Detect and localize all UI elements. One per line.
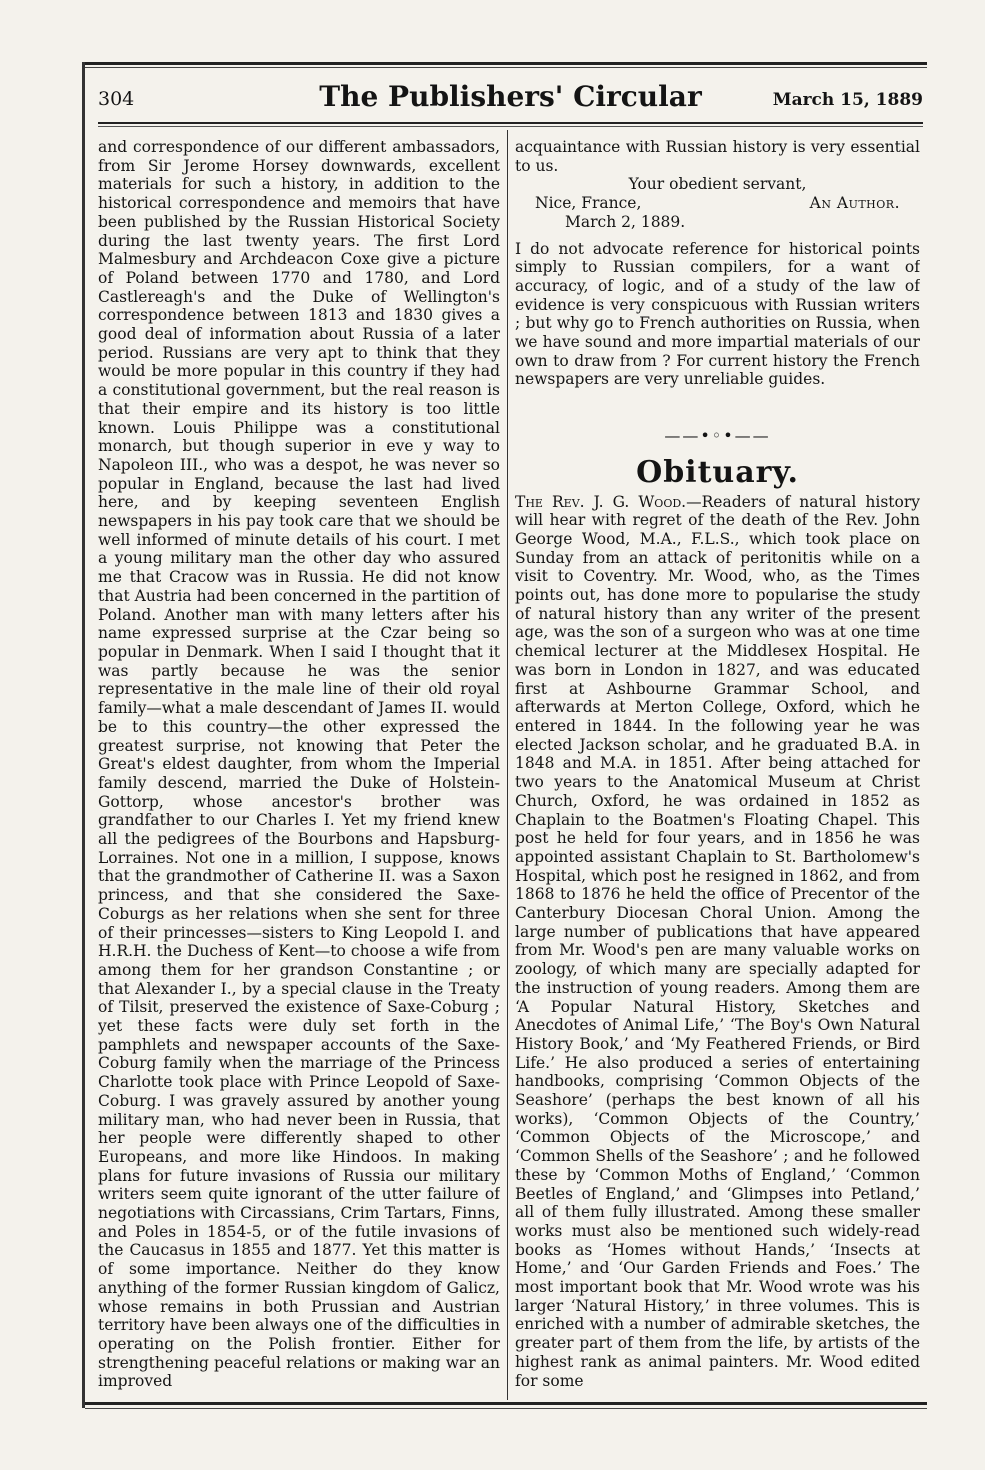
- obituary-lead: The Rev. J. G. Wood.: [515, 492, 687, 511]
- article-continuation-paragraph: and correspondence of our different ambassadors, from Sir Jerome Horsey downwards, excellent materials for such a history, in addition to the historical correspondence and memoirs that have been published by the Russian Historical Society during the last twenty years. The first Lord Malmesbury and Archdeacon Coxe give a picture of Poland between 1770 and 1780, and Lord Castlereagh's and the Duke of Wellington's correspondence between 1813 and 1830 gives a good deal of information about Russia of a later period. Russians are very apt to think that they would be more popular in this country if they had a constitutional government, but the real reason is that their empire and its history is too little known. Louis Philippe was a constitutional monarch, but though superior in eve y way to Napoleon III., who was a despot, he was never so popular in England, because the last had lived here, and by keeping seventeen English newspapers in his pay took care that we should be well informed of minute details of his court. I met a young military man the other day who assured me that Cracow was in Russia. He did not know that Austria had been concerned in the partition of Poland. Another man with many letters after his name expressed surprise at the Czar being so popular in Denmark. When I said I thought that it was partly because he was the senior representative in the male line of their old royal family—what a male descendant of James II. would be to this country—the other expressed the greatest surprise, not knowing that Peter the Great's eldest daughter, from whom the Imperial family descend, married the Duke of Holstein-Gottorp, whose ancestor's brother was grandfather to our Charles I. Yet my friend knew all the pedigrees of the Bourbons and Hapsburg-Lorraines. Not one in a million, I suppose, knows that the grandmother of Catherine II. was a Saxon princess, and that she considered the Saxe-Coburgs as her relations when she sent for three of their princesses—sisters to King Leopold I. and H.R.H. the Duchess of Kent—to choose a wife from among them for her grandson Constantine ; or that Alexander I., by a special clause in the Treaty of Tilsit, preserved the existence of Saxe-Coburg ; yet these facts were duly set forth in the pamphlets and newspaper accounts of the Saxe-Coburg family when the marriage of the Princess Charlotte took place with Prince Leopold of Saxe-Coburg. I was gravely assured by another young military man, who had never been in Russia, that her people were differently shaped to other Europeans, and more like Hindoos. In making plans for future invasions of Russia our military writers seem quite ignorant of the utter failure of negotiations with Circassians, Crim Tartars, Finns, and Poles in 1854-5, or of the futile invasions of the Caucasus in 1855 and 1877. Yet this matter is of some importance. Neither do they know anything of the former Russian kingdom of Galicz, whose remains in both Prussian and Austrian territory have been always one of the difficulties in operating on the Polish frontier. Either for strengthening peaceful relations or making war an improved: [98, 138, 500, 1391]
- obituary-heading: Obituary.: [636, 454, 799, 490]
- column-divider: [507, 130, 508, 1400]
- letter-signoff: Your obedient servant,: [628, 175, 807, 194]
- top-border-rule: [85, 62, 927, 65]
- obituary-paragraph: [515, 493, 920, 1391]
- bottom-border-rule: [85, 1402, 927, 1405]
- letter-date: March 2, 1889.: [565, 212, 686, 231]
- obituary-text: —Readers of natural history will hear with regret of the death of the Rev. John George Wood, M.A., F.L.S., which took place on Sunday from an attack of peritonitis while on a visit to Coventry. Mr. Wood, who, as the Times points out, has done more to popularise the study of natural history than any writer of the present age, was the son of a surgeon who was at one time chemical lecturer at the Middlesex Hospital. He was born in London in 1827, and was educated first at Ashbourne Grammar School, and afterwards at Merton College, Oxford, which he entered in 1844. In the following year he was elected Jackson scholar, and he graduated B.A. in 1848 and M.A. in 1851. After being attached for two years to the Anatomical Museum at Christ Church, Oxford, he was ordained in 1852 as Chaplain to the Boatmen's Floating Chapel. This post he held for four years, and in 1856 he was appointed assistant Chaplain to St. Bartholomew's Hospital, which post he resigned in 1862, and from 1868 to 1876 he held the office of Precentor of the Canterbury Diocesan Choral Union. Among the large number of publications that have appeared from Mr. Wood's pen are many valuable works on zoology, of which many are specially adapted for the instruction of young readers. Among them are ‘A Popular Natural History, Sketches and Anecdotes of Animal Life,’ ‘The Boy's Own Natural History Book,’ and ‘My Feathered Friends, or Bird Life.’ He also produced a series of entertaining handbooks, comprising ‘Common Objects of the Seashore’ (perhaps the best known of all his works), ‘Common Objects of the Country,’ ‘Common Objects of the Microscope,’ and ‘Common Shells of the Seashore’ ; and he followed these by ‘Common Moths of England,’ ‘Common Beetles of England,’ and ‘Glimpses into Petland,’ all of them fully illustrated. Among these smaller works must also be mentioned such widely-read books as ‘Homes without Hands,’ ‘Insects at Home,’ and ‘Our Garden Friends and Foes.’ The most important book that Mr. Wood wrote was his larger ‘Natural History,’ in three volumes. This is enriched with a number of admirable sketches, the greater part of them from the life, by artists of the highest rank as animal painters. Mr. Wood edited for some: [515, 492, 920, 1390]
- header-rule-thin: [98, 126, 923, 127]
- editor-note: I do not advocate reference for historical points simply to Russian compilers, for a want of accuracy, of logic, and of a study of the law of evidence is very conspicuous with Russian writers ; but why go to French authorities on Russia, when we have sound and more impartial materials of our own to draw from ? For current history the French newspapers are very unreliable guides.: [515, 239, 920, 389]
- left-page-edge: [82, 62, 85, 1408]
- bottom-border-rule-thin: [85, 1408, 927, 1409]
- letter-signature-row: [515, 194, 920, 213]
- header-rule: [98, 122, 923, 124]
- letter-continuation: acquaintance with Russian history is very essential to us.: [515, 138, 920, 175]
- top-border-rule-thin: [85, 67, 927, 68]
- left-column: [98, 138, 500, 1398]
- publication-title: The Publishers' Circular: [319, 80, 702, 113]
- page-header: [98, 80, 923, 120]
- right-column: [515, 138, 920, 1398]
- letter-author: An Author.: [809, 194, 900, 213]
- section-ornament: ——•◦•——: [664, 426, 771, 446]
- page-number: 304: [98, 88, 135, 110]
- issue-date: March 15, 1889: [772, 90, 923, 110]
- letter-place: Nice, France,: [535, 194, 642, 213]
